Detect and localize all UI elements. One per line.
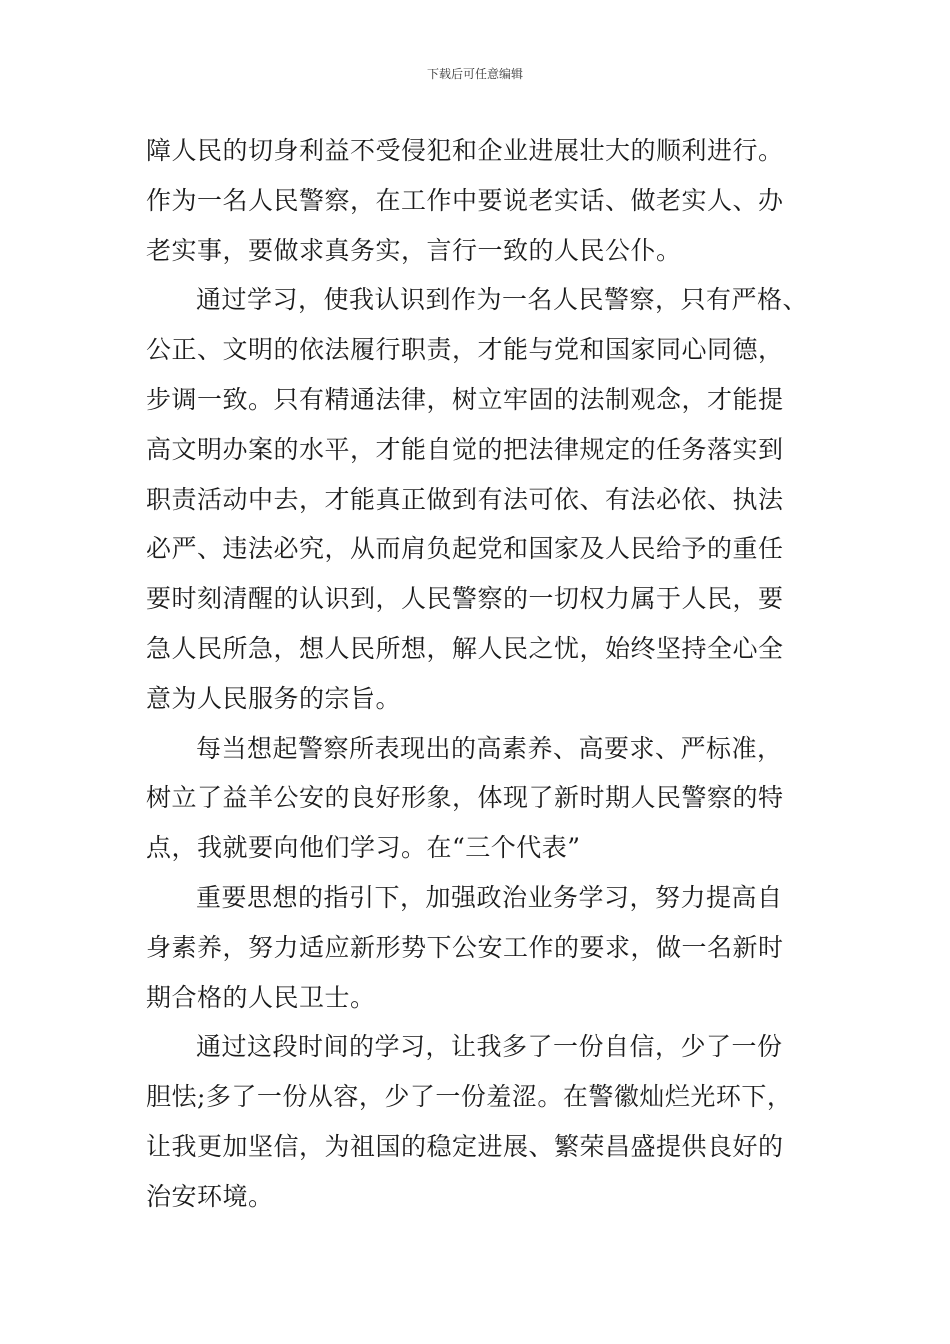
text-line: 高文明办案的水平，才能自觉的把法律规定的任务落实到 xyxy=(146,434,784,464)
text-line: 职责活动中去，才能真正做到有法可依、有法必依、执法 xyxy=(146,484,784,514)
text-line: 必严、违法必究，从而肩负起党和国家及人民给予的重任 xyxy=(146,534,784,564)
text-line: 步调一致。只有精通法律，树立牢固的法制观念，才能提 xyxy=(146,384,784,414)
text-line: 重要思想的指引下，加强政治业务学习，努力提高自 xyxy=(196,882,783,912)
text-line: 树立了益羊公安的良好形象，体现了新时期人民警察的特 xyxy=(146,783,784,813)
text-line: 通过学习，使我认识到作为一名人民警察，只有严格、 xyxy=(196,285,809,315)
text-line: 公正、文明的依法履行职责，才能与党和国家同心同德， xyxy=(146,335,784,365)
text-line: 身素养，努力适应新形势下公安工作的要求，做一名新时 xyxy=(146,932,784,962)
text-line: 意为人民服务的宗旨。 xyxy=(146,683,402,713)
text-line: 每当想起警察所表现出的高素养、高要求、严标准， xyxy=(196,733,783,763)
text-line: 障人民的切身利益不受侵犯和企业进展壮大的顺利进行。 xyxy=(146,136,784,165)
text-line: 急人民所急，想人民所想，解人民之忧，始终坚持全心全 xyxy=(146,633,784,663)
text-line: 要时刻清醒的认识到，人民警察的一切权力属于人民，要 xyxy=(146,584,784,614)
text-line: 作为一名人民警察，在工作中要说老实话、做老实人、办 xyxy=(146,185,784,215)
page-header: 下载后可任意编辑 xyxy=(426,67,523,81)
text-line: 通过这段时间的学习，让我多了一份自信，少了一份 xyxy=(196,1032,783,1062)
text-line: 治安环境。 xyxy=(146,1181,274,1211)
body-text xyxy=(146,126,826,1222)
text-line: 让我更加坚信，为祖国的稳定进展、繁荣昌盛提供良好的 xyxy=(146,1131,784,1161)
text-line: 点，我就要向他们学习。在“三个代表” xyxy=(146,833,581,863)
text-line: 期合格的人民卫士。 xyxy=(146,982,376,1012)
text-line: 老实事，要做求真务实，言行一致的人民公仆。 xyxy=(146,235,682,265)
text-line: 胆怯;多了一份从容，少了一份羞涩。在警徽灿烂光环下， xyxy=(146,1082,793,1112)
